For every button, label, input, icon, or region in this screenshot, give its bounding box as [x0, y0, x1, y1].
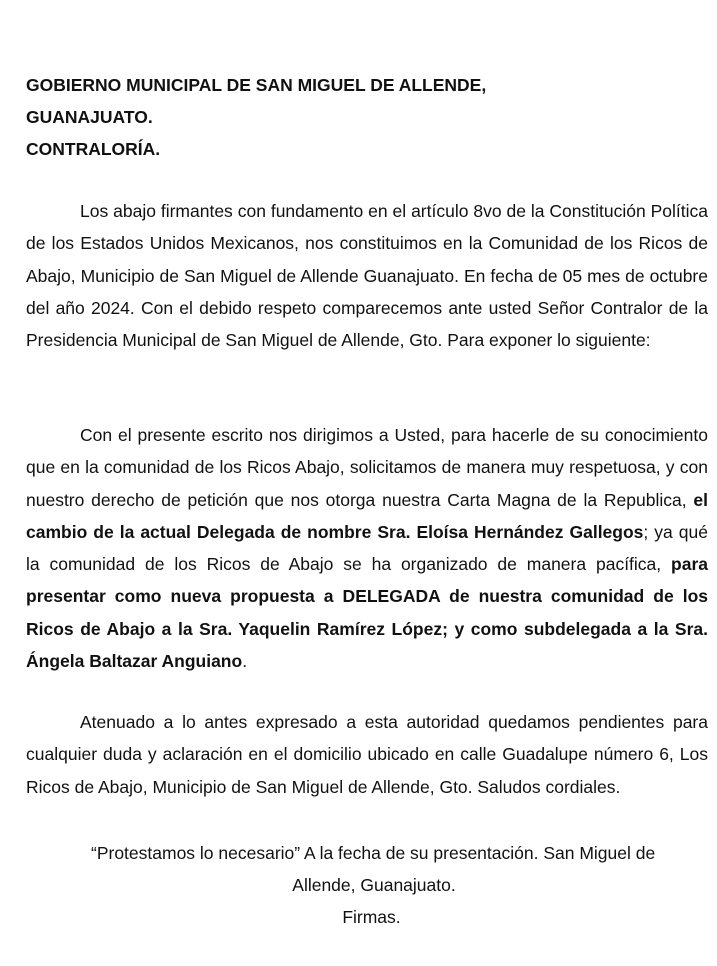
header-line-state: GUANAJUATO.: [26, 107, 153, 127]
request-bold-proposal: para presentar como nueva propuesta a DELEGADA de nuestra comunidad de los Ricos de Abajo a la Sra. Yaquelin Ramírez López; y como subdelegada a la Sra. Ángela Baltazar Anguiano: [26, 554, 708, 672]
closing-location-line: Allende, Guanajuato.: [292, 875, 456, 895]
request-text-part3: .: [242, 651, 248, 672]
paragraph-introduction-text: Los abajo firmantes con fundamento en el artículo 8vo de la Constitución Política de los Estados Unidos Mexicanos, nos constituimos en la Comunidad de los Ricos de Abajo, Municipio de San Miguel de Allende Guanajuato. En fecha de 05 mes de octubre del año 2024. Con el debido respeto comparecemos ante usted Señor Contralor de la Presidencia Municipal de San Miguel de Allende, Gto. Para exponer lo siguiente:: [26, 201, 708, 351]
paragraph-request: [26, 419, 708, 677]
paragraph-request-text: [26, 419, 708, 677]
paragraph-closing-remarks-text: Atenuado a lo antes expresado a esta autoridad quedamos pendientes para cualquier duda y aclaración en el domicilio ubicado en calle Guadalupe número 6, Los Ricos de Abajo, Municipio de San Miguel de Allende, Gto. Saludos cordiales.: [26, 712, 708, 797]
header-line-government: GOBIERNO MUNICIPAL DE SAN MIGUEL DE ALLENDE,: [26, 75, 487, 95]
request-bold-current-delegate: el cambio de la actual Delegada de nombre Sra. Eloísa Hernández Gallegos: [26, 489, 708, 542]
signature-block: [26, 837, 708, 933]
closing-signatures-label: Firmas.: [342, 907, 401, 927]
closing-protest-line: “Protestamos lo necesario” A la fecha de su presentación. San Miguel de: [91, 843, 656, 863]
paragraph-closing-remarks: [26, 706, 708, 803]
paragraph-introduction: [26, 195, 708, 356]
request-text-part2: ; ya qué la comunidad de los Ricos de Abajo se ha organizado de manera pacífica,: [26, 521, 708, 575]
addressee-header: [26, 69, 486, 165]
header-line-office: CONTRALORÍA.: [26, 139, 161, 159]
request-text-part1: Con el presente escrito nos dirigimos a Usted, para hacerle de su conocimiento que en la comunidad de los Ricos Abajo, solicitamos de manera muy respetuosa, y con nuestro derecho de petición que nos otorga nuestra Carta Magna de la Republica,: [26, 425, 708, 510]
